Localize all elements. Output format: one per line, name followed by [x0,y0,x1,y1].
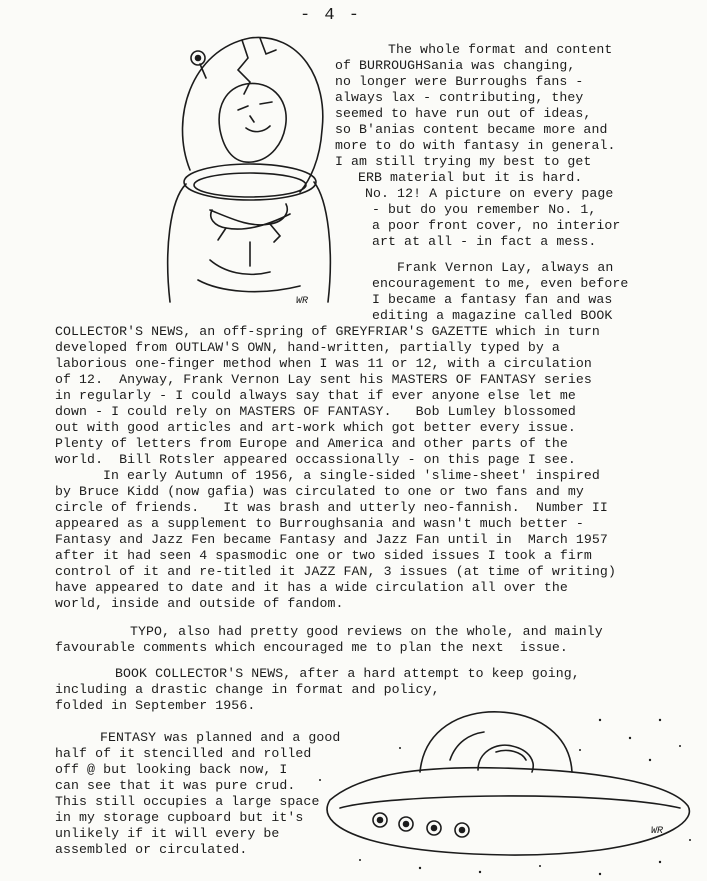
text-line: more to do with fantasy in general. [335,138,616,153]
text-line: world, inside and outside of fandom. [55,596,344,611]
text-line: assembled or circulated. [55,842,248,857]
text-line: favourable comments which encouraged me to plan the next issue. [55,640,568,655]
text-line: - but do you remember No. 1, [372,202,597,217]
text-line: down - I could rely on MASTERS OF FANTASY. Bob Lumley blossomed [55,404,576,419]
text-line: art at all - in fact a mess. [372,234,597,249]
text-line: by Bruce Kidd (now gafia) was circulated to one or two fans and my [55,484,584,499]
text-line: including a drastic change in format and policy, [55,682,440,697]
text-line: after it had seen 4 spasmodic one or two sided issues I took a firm [55,548,592,563]
text-line: out with good articles and art-work which got better every issue. [55,420,576,435]
text-line: Frank Vernon Lay, always an [397,260,614,275]
saucer-signature: WR [651,826,664,837]
text-line: TYPO, also had pretty good reviews on the whole, and mainly [130,624,603,639]
text-line: in my storage cupboard but it's [55,810,304,825]
text-line: of 12. Anyway, Frank Vernon Lay sent his MASTERS OF FANTASY series [55,372,592,387]
text-line: can see that it was pure crud. [55,778,296,793]
text-line: no longer were Burroughs fans - [335,74,584,89]
text-line: control of it and re-titled it JAZZ FAN, 3 issues (at time of writing) [55,564,616,579]
flying-saucer-illustration [300,690,700,880]
text-line: The whole format and content [388,42,613,57]
text-line: circle of friends. It was brash and utterly neo-fannish. Number II [55,500,608,515]
text-line: ERB material but it is hard. [358,170,583,185]
text-line: encouragement to me, even before [372,276,629,291]
astronaut-illustration [150,10,340,310]
text-line: I became a fantasy fan and was [372,292,613,307]
text-line: a poor front cover, no interior [372,218,621,233]
text-line: This still occupies a large space [55,794,320,809]
text-line: COLLECTOR'S NEWS, an off-spring of GREYFRIAR'S GAZETTE which in turn [55,324,600,339]
text-line: in regularly - I could always say that if ever anyone else let me [55,388,576,403]
astronaut-signature: WR [296,296,309,307]
text-line: Plenty of letters from Europe and America and other parts of the [55,436,568,451]
text-line: have appeared to date and it has a wide circulation all over the [55,580,568,595]
text-line: Fantasy and Jazz Fen became Fantasy and Jazz Fan until in March 1957 [55,532,608,547]
text-line: folded in September 1956. [55,698,256,713]
text-line: In early Autumn of 1956, a single-sided 'slime-sheet' inspired [103,468,600,483]
text-line: off @ but looking back now, I [55,762,288,777]
text-line: of BURROUGHSania was changing, [335,58,576,73]
text-line: No. 12! A picture on every page [365,186,614,201]
text-line: appeared as a supplement to Burroughsania and wasn't much better - [55,516,584,531]
page-number: - 4 - [300,6,362,25]
text-line: FENTASY was planned and a good [100,730,341,745]
text-line: laborious one-finger method when I was 11 or 12, with a circulation [55,356,592,371]
text-line: I am still trying my best to get [335,154,592,169]
text-line: developed from OUTLAW'S OWN, hand-written, partially typed by a [55,340,560,355]
text-line: seemed to have run out of ideas, [335,106,592,121]
text-line: always lax - contributing, they [335,90,584,105]
text-line: so B'anias content became more and [335,122,608,137]
text-line: world. Bill Rotsler appeared occassionally - on this page I see. [55,452,576,467]
text-line: BOOK COLLECTOR'S NEWS, after a hard attempt to keep going, [115,666,580,681]
text-line: unlikely if it will every be [55,826,280,841]
text-line: half of it stencilled and rolled [55,746,312,761]
text-line: editing a magazine called BOOK [372,308,613,323]
